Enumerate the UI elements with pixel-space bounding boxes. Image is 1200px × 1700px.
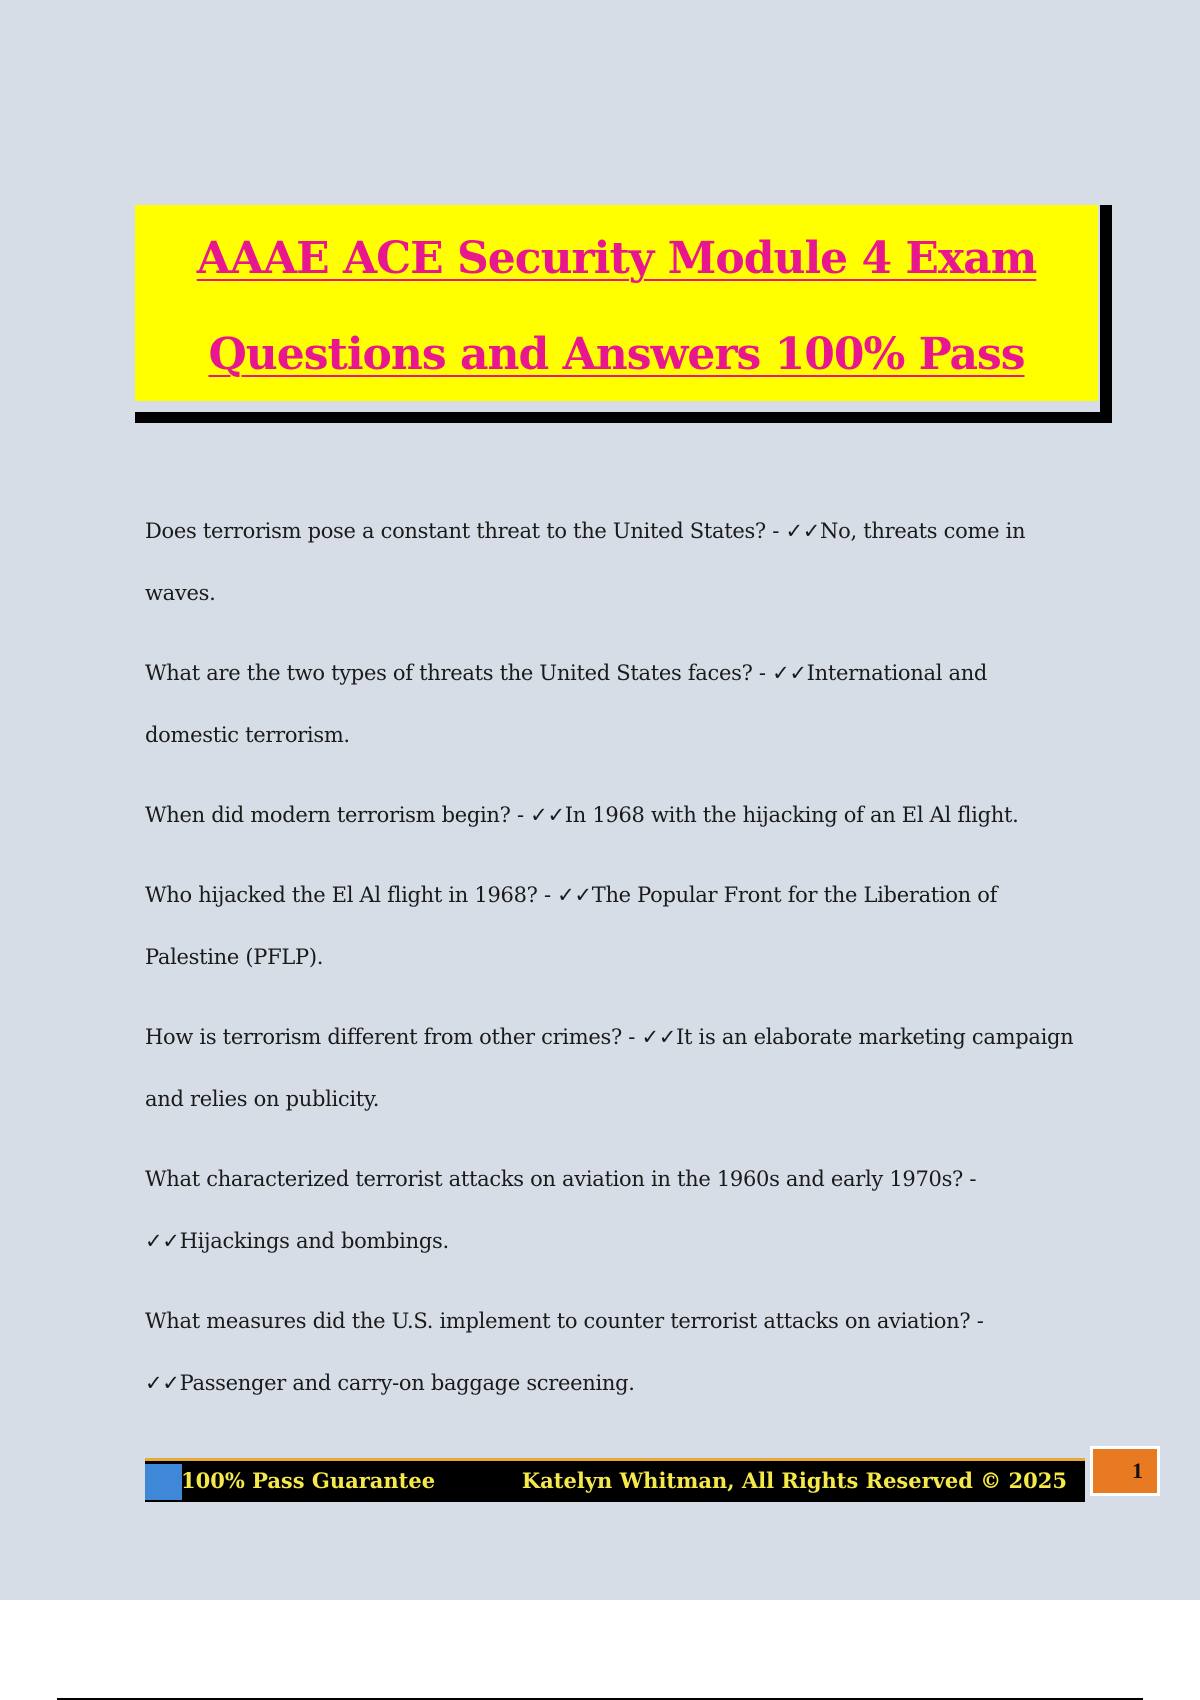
qa-item <box>145 500 1075 624</box>
title-line-2: Questions and Answers 100% Pass <box>208 329 1025 380</box>
question-text: What measures did the U.S. implement to counter terrorist attacks on aviation? - <box>145 1309 984 1333</box>
answer-text: ✓✓Passenger and carry-on baggage screening. <box>145 1371 635 1395</box>
question-text: How is terrorism different from other crimes? - <box>145 1025 642 1049</box>
answer-text: ✓✓In 1968 with the hijacking of an El Al flight. <box>530 803 1019 827</box>
footer-copyright: Katelyn Whitman, All Rights Reserved © 2025 <box>521 1468 1067 1493</box>
qa-item <box>145 642 1075 766</box>
qa-item <box>145 1148 1075 1272</box>
question-text: What are the two types of threats the United States faces? - <box>145 661 773 685</box>
qa-list <box>145 500 1075 1432</box>
question-text: What characterized terrorist attacks on aviation in the 1960s and early 1970s? - <box>145 1167 977 1191</box>
qa-item <box>145 1290 1075 1414</box>
title-banner <box>135 205 1122 423</box>
answer-text: ✓✓No, threats come in waves. <box>145 519 1026 605</box>
answer-text: ✓✓It is an elaborate marketing campaign and relies on publicity. <box>145 1025 1074 1111</box>
answer-text: ✓✓Hijackings and bombings. <box>145 1229 449 1253</box>
title-line-1: AAAE ACE Security Module 4 Exam <box>196 233 1037 284</box>
footer-guarantee: 100% Pass Guarantee <box>181 1468 436 1493</box>
answer-text: ✓✓The Popular Front for the Liberation of Palestine (PFLP). <box>145 883 998 969</box>
question-text: Does terrorism pose a constant threat to the United States? - <box>145 519 786 543</box>
title-shadow-right <box>1100 205 1112 423</box>
qa-item <box>145 864 1075 988</box>
qa-item <box>145 1006 1075 1130</box>
question-text: Who hijacked the El Al flight in 1968? - <box>145 883 558 907</box>
footer-accent-block <box>145 1464 182 1500</box>
question-text: When did modern terrorism begin? - <box>145 803 531 827</box>
qa-item <box>145 784 1075 846</box>
title-shadow-bottom <box>135 412 1100 423</box>
page-number: 1 <box>1090 1446 1160 1496</box>
footer-bar <box>145 1458 1085 1502</box>
answer-text: ✓✓International and domestic terrorism. <box>145 661 988 747</box>
title-box <box>135 205 1098 401</box>
